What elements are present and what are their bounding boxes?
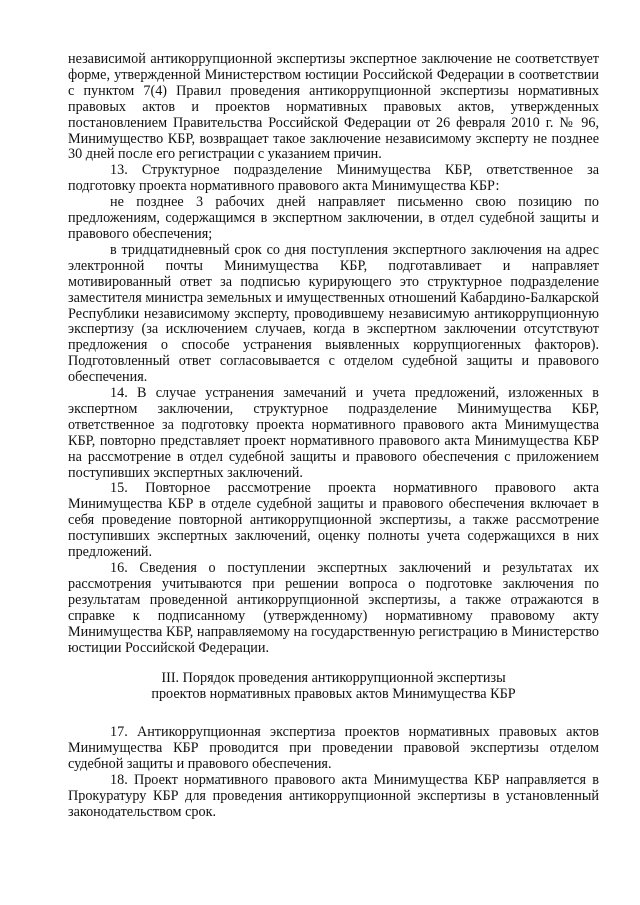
paragraph-13: 13. Структурное подразделение Минимущества КБР, ответственное за подготовку проекта нормативного правового акта Минимущества КБР: [68,162,599,195]
section-heading-line-1: III. Порядок проведения антикоррупционной экспертизы [161,670,506,687]
section-heading-line-2: проектов нормативных правовых актов Минимущества КБР [151,686,516,703]
section-heading [68,671,599,703]
paragraph-14: 14. В случае устранения замечаний и учета предложений, изложенных в экспертном заключении, структурное подразделение Минимущества КБР, ответственное за подготовку проекта нормативного правового акта Минимущества КБР, повторно представляет проект нормативного правового акта Минимущества КБР на рассмотрение в отдел судебной защиты и правового обеспечения с приложением поступивших экспертных заключений. [68,385,599,481]
paragraph-16: 16. Сведения о поступлении экспертных заключений и результатах их рассмотрения учитываются при решении вопроса о подготовке заключения по результатам проведенной антикоррупционной экспертизы, а также отражаются в справке к подписанному (утвержденному) нормативному правовому акту Минимущества КБР, направляемому на государственную регистрацию в Министерство юстиции Российской Федерации. [68,560,599,656]
paragraph-18: 18. Проект нормативного правового акта Минимущества КБР направляется в Прокуратуру КБР для проведения антикоррупционной экспертизы в установленный законодательством срок. [68,771,599,820]
document-page [68,52,599,821]
paragraph-continuation: независимой антикоррупционной экспертизы экспертное заключение не соответствует форме, утвержденной Министерством юстиции Российской Федерации в соответствии с пунктом 7(4) Правил проведения антикоррупционной экспертизы нормативных правовых актов и проектов нормативных правовых актов, утвержденных постановлением Правительства Российской Федерации от 26 февраля 2010 г. № 96, Минимущество КБР, возвращает такое заключение независимому эксперту не позднее 30 дней после его регистрации с указанием причин. [68,51,599,163]
paragraph-15: 15. Повторное рассмотрение проекта нормативного правового акта Минимущества КБР в отделе судебной защиты и правового обеспечения включает в себя проведение повторной антикоррупционной экспертизы, а также рассмотрение поступивших экспертных заключений, оценку полноты учета содержащихся в них предложений. [68,480,599,561]
paragraph-17: 17. Антикоррупционная экспертиза проектов нормативных правовых актов Минимущества КБР проводится при проведении правовой экспертизы отделом судебной защиты и правового обеспечения. [68,724,599,773]
paragraph-13-item-2: в тридцатидневный срок со дня поступления экспертного заключения на адрес электронной почты Минимущества КБР, подготавливает и направляет мотивированный ответ за подписью курирующего это структурное подразделение заместителя министра земельных и имущественных отношений Кабардино-Балкарской Республики независимому эксперту, проводившему независимую антикоррупционную экспертизу (за исключением случаев, когда в экспертном заключении отсутствуют предложения о способе устранения выявленных коррупциогенных факторов). Подготовленный ответ согласовывается с отделом судебной защиты и правового обеспечения. [68,241,599,386]
paragraph-13-item-1: не позднее 3 рабочих дней направляет письменно свою позицию по предложениям, содержащимся в экспертном заключении, в отдел судебной защиты и правового обеспечения; [68,194,599,242]
